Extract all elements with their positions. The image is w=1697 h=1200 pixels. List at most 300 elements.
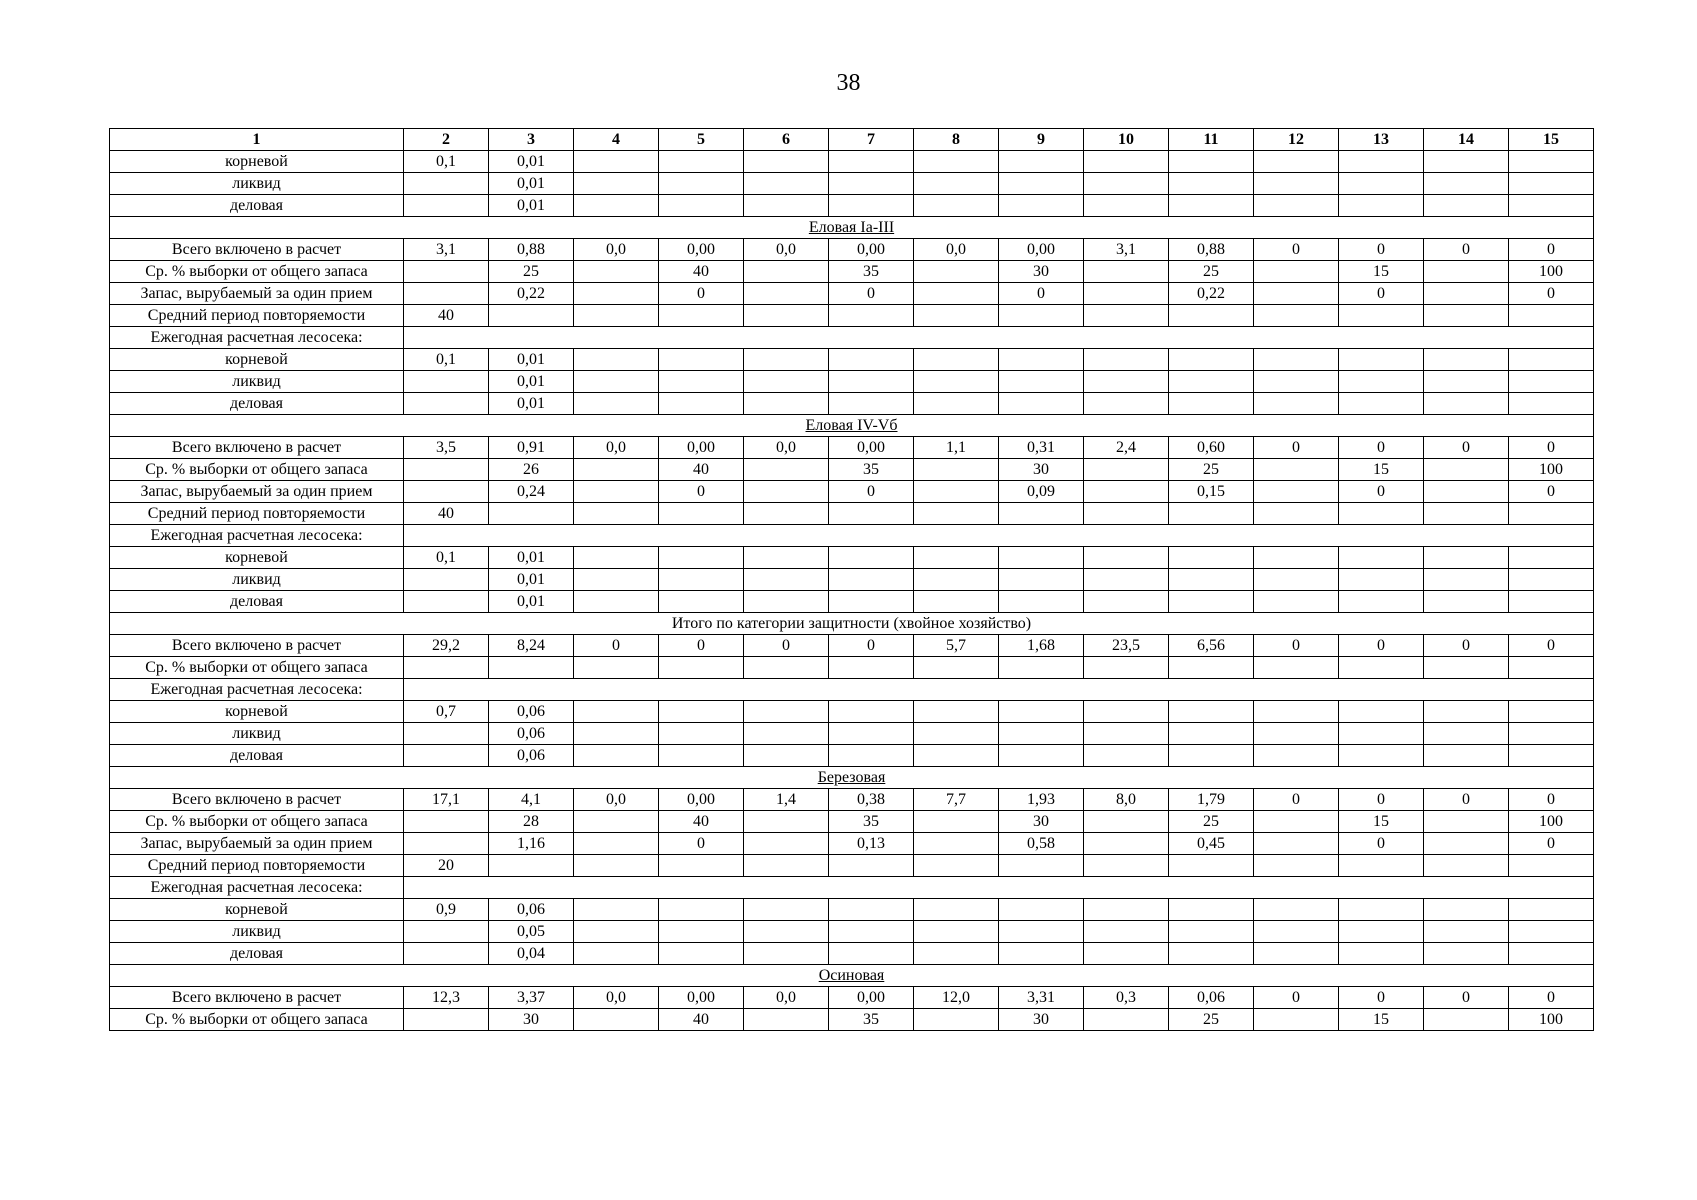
table-cell xyxy=(1084,921,1169,943)
table-cell: 0 xyxy=(1254,437,1339,459)
table-cell xyxy=(999,943,1084,965)
table-cell xyxy=(999,745,1084,767)
table-cell xyxy=(1254,261,1339,283)
table-cell xyxy=(1169,745,1254,767)
table-cell xyxy=(404,745,489,767)
table-cell: 0 xyxy=(1509,833,1594,855)
table-cell: 6,56 xyxy=(1169,635,1254,657)
table-cell: 1,68 xyxy=(999,635,1084,657)
table-cell: 0,01 xyxy=(489,393,574,415)
table-cell xyxy=(1339,701,1424,723)
table-cell xyxy=(1084,305,1169,327)
forest-harvest-table xyxy=(109,128,1594,1031)
table-cell xyxy=(1339,195,1424,217)
table-cell xyxy=(914,569,999,591)
row-label: ликвид xyxy=(110,371,404,393)
table-row xyxy=(110,305,1594,327)
table-cell: 0,22 xyxy=(1169,283,1254,305)
row-label: Запас, вырубаемый за один прием xyxy=(110,481,404,503)
table-cell: 0,00 xyxy=(829,987,914,1009)
table-cell: 0 xyxy=(1424,987,1509,1009)
table-row xyxy=(110,723,1594,745)
table-cell xyxy=(1254,173,1339,195)
table-cell: 1,1 xyxy=(914,437,999,459)
table-cell xyxy=(1339,745,1424,767)
table-row xyxy=(110,833,1594,855)
table-cell xyxy=(1169,371,1254,393)
table-cell xyxy=(829,701,914,723)
column-number-header: 9 xyxy=(999,129,1084,151)
table-cell: 15 xyxy=(1339,261,1424,283)
table-cell xyxy=(1509,657,1594,679)
row-label: Средний период повторяемости xyxy=(110,855,404,877)
section-header-row xyxy=(110,613,1594,635)
table-cell xyxy=(489,855,574,877)
table-cell xyxy=(914,305,999,327)
table-cell xyxy=(1254,349,1339,371)
table-cell: 0 xyxy=(1339,833,1424,855)
table-cell xyxy=(1254,393,1339,415)
column-number-header: 15 xyxy=(1509,129,1594,151)
table-cell xyxy=(1509,349,1594,371)
table-cell xyxy=(914,1009,999,1031)
table-cell: 17,1 xyxy=(404,789,489,811)
table-cell xyxy=(1254,943,1339,965)
table-cell xyxy=(744,745,829,767)
table-row xyxy=(110,173,1594,195)
table-cell xyxy=(999,899,1084,921)
row-label: Всего включено в расчет xyxy=(110,789,404,811)
table-cell xyxy=(1509,701,1594,723)
table-cell: 30 xyxy=(999,459,1084,481)
table-cell: 12,0 xyxy=(914,987,999,1009)
table-cell xyxy=(1509,547,1594,569)
table-cell xyxy=(744,723,829,745)
table-cell: 25 xyxy=(489,261,574,283)
table-cell xyxy=(744,151,829,173)
table-cell xyxy=(829,745,914,767)
row-label: Ежегодная расчетная лесосека: xyxy=(110,679,404,701)
table-cell: 0 xyxy=(659,833,744,855)
table-row xyxy=(110,437,1594,459)
table-cell xyxy=(1339,723,1424,745)
row-label: ликвид xyxy=(110,723,404,745)
row-label: деловая xyxy=(110,195,404,217)
table-cell: 35 xyxy=(829,261,914,283)
table-row xyxy=(110,195,1594,217)
table-cell xyxy=(999,371,1084,393)
table-cell xyxy=(1084,657,1169,679)
table-cell xyxy=(574,657,659,679)
table-cell xyxy=(1169,195,1254,217)
table-cell xyxy=(744,195,829,217)
table-cell: 0,0 xyxy=(744,239,829,261)
table-cell: 100 xyxy=(1509,261,1594,283)
table-cell: 0,06 xyxy=(1169,987,1254,1009)
table-cell xyxy=(1424,701,1509,723)
table-cell xyxy=(1084,569,1169,591)
table-cell xyxy=(1424,349,1509,371)
empty-span-cell xyxy=(404,327,1594,349)
table-cell xyxy=(574,569,659,591)
table-cell xyxy=(1424,745,1509,767)
table-cell xyxy=(914,195,999,217)
table-cell xyxy=(1254,745,1339,767)
table-cell xyxy=(1254,151,1339,173)
section-header-row xyxy=(110,415,1594,437)
column-number-header: 8 xyxy=(914,129,999,151)
table-cell: 0,04 xyxy=(489,943,574,965)
table-cell xyxy=(829,371,914,393)
table-cell xyxy=(914,393,999,415)
table-cell: 0,88 xyxy=(489,239,574,261)
row-label: Ср. % выборки от общего запаса xyxy=(110,459,404,481)
table-cell xyxy=(999,173,1084,195)
table-cell xyxy=(1339,305,1424,327)
table-cell: 0 xyxy=(1509,283,1594,305)
table-cell xyxy=(574,371,659,393)
table-cell xyxy=(914,283,999,305)
table-cell xyxy=(1339,151,1424,173)
table-cell xyxy=(829,393,914,415)
table-cell xyxy=(404,173,489,195)
table-cell xyxy=(574,503,659,525)
row-label: деловая xyxy=(110,745,404,767)
table-cell xyxy=(1339,921,1424,943)
table-cell xyxy=(1254,503,1339,525)
empty-span-cell xyxy=(404,877,1594,899)
table-cell xyxy=(1339,657,1424,679)
table-cell xyxy=(659,591,744,613)
table-cell xyxy=(999,569,1084,591)
table-cell: 100 xyxy=(1509,1009,1594,1031)
table-cell xyxy=(1424,1009,1509,1031)
table-cell xyxy=(1169,899,1254,921)
table-cell: 0,00 xyxy=(659,987,744,1009)
table-cell xyxy=(404,261,489,283)
table-cell xyxy=(744,261,829,283)
table-cell: 0,0 xyxy=(914,239,999,261)
table-cell: 0,13 xyxy=(829,833,914,855)
row-label: Всего включено в расчет xyxy=(110,437,404,459)
table-cell xyxy=(1084,503,1169,525)
table-cell xyxy=(914,657,999,679)
table-cell: 30 xyxy=(489,1009,574,1031)
table-cell: 0 xyxy=(1339,437,1424,459)
table-cell xyxy=(1424,811,1509,833)
table-cell xyxy=(574,723,659,745)
table-cell: 40 xyxy=(659,459,744,481)
table-row xyxy=(110,371,1594,393)
subheading-row xyxy=(110,877,1594,899)
table-cell xyxy=(404,393,489,415)
table-cell xyxy=(999,591,1084,613)
row-label: корневой xyxy=(110,899,404,921)
table-cell: 3,1 xyxy=(404,239,489,261)
table-cell xyxy=(914,261,999,283)
table-row xyxy=(110,1009,1594,1031)
table-cell: 0 xyxy=(1509,987,1594,1009)
table-cell xyxy=(404,591,489,613)
table-cell xyxy=(659,657,744,679)
table-row xyxy=(110,811,1594,833)
table-cell xyxy=(1169,349,1254,371)
table-cell xyxy=(1254,701,1339,723)
table-cell: 0 xyxy=(1339,481,1424,503)
table-cell xyxy=(744,547,829,569)
table-cell xyxy=(574,745,659,767)
table-cell: 0,0 xyxy=(574,987,659,1009)
table-cell: 0 xyxy=(744,635,829,657)
table-cell: 40 xyxy=(659,811,744,833)
table-cell: 1,16 xyxy=(489,833,574,855)
table-cell xyxy=(1509,569,1594,591)
table-cell: 0,01 xyxy=(489,173,574,195)
table-cell xyxy=(1509,921,1594,943)
row-label: ликвид xyxy=(110,173,404,195)
table-cell: 15 xyxy=(1339,811,1424,833)
table-cell xyxy=(1169,569,1254,591)
table-cell xyxy=(404,921,489,943)
table-cell xyxy=(659,921,744,943)
table-cell: 0,00 xyxy=(659,437,744,459)
table-cell xyxy=(744,943,829,965)
table-cell: 0,0 xyxy=(744,987,829,1009)
table-cell xyxy=(1424,547,1509,569)
table-cell xyxy=(999,657,1084,679)
table-cell xyxy=(1254,855,1339,877)
table-cell: 26 xyxy=(489,459,574,481)
table-cell xyxy=(659,745,744,767)
table-cell xyxy=(574,195,659,217)
table-cell: 35 xyxy=(829,1009,914,1031)
section-header-row xyxy=(110,965,1594,987)
table-cell: 0 xyxy=(1254,789,1339,811)
table-cell xyxy=(1169,503,1254,525)
table-cell xyxy=(659,855,744,877)
table-cell: 0 xyxy=(1254,987,1339,1009)
table-cell xyxy=(1509,723,1594,745)
table-cell xyxy=(1339,591,1424,613)
table-cell: 30 xyxy=(999,1009,1084,1031)
table-cell xyxy=(574,283,659,305)
table-cell: 1,93 xyxy=(999,789,1084,811)
table-row xyxy=(110,569,1594,591)
row-label: деловая xyxy=(110,591,404,613)
row-label: Ср. % выборки от общего запаса xyxy=(110,1009,404,1031)
table-cell: 100 xyxy=(1509,811,1594,833)
empty-span-cell xyxy=(404,525,1594,547)
table-row xyxy=(110,635,1594,657)
table-cell: 29,2 xyxy=(404,635,489,657)
table-cell xyxy=(1424,855,1509,877)
table-cell xyxy=(914,833,999,855)
table-cell: 0 xyxy=(1509,635,1594,657)
table-row xyxy=(110,921,1594,943)
table-cell xyxy=(1424,371,1509,393)
table-cell: 28 xyxy=(489,811,574,833)
section-title: Итого по категории защитности (хвойное хозяйство) xyxy=(110,613,1594,635)
row-label: корневой xyxy=(110,547,404,569)
subheading-row xyxy=(110,525,1594,547)
table-cell xyxy=(1424,481,1509,503)
table-cell xyxy=(1339,569,1424,591)
table-cell xyxy=(1169,547,1254,569)
table-cell xyxy=(1084,833,1169,855)
column-number-header: 7 xyxy=(829,129,914,151)
table-row xyxy=(110,151,1594,173)
table-cell xyxy=(574,1009,659,1031)
table-cell xyxy=(1169,393,1254,415)
table-cell xyxy=(1169,657,1254,679)
row-label: Всего включено в расчет xyxy=(110,635,404,657)
table-cell xyxy=(1254,569,1339,591)
table-cell xyxy=(1509,371,1594,393)
table-cell: 0 xyxy=(1424,437,1509,459)
table-cell xyxy=(744,481,829,503)
table-cell xyxy=(574,305,659,327)
table-cell xyxy=(1084,481,1169,503)
table-cell: 0,06 xyxy=(489,723,574,745)
table-cell: 25 xyxy=(1169,261,1254,283)
table-cell xyxy=(1509,855,1594,877)
row-label: Средний период повторяемости xyxy=(110,503,404,525)
table-cell xyxy=(744,657,829,679)
table-cell xyxy=(914,899,999,921)
row-label: Ср. % выборки от общего запаса xyxy=(110,811,404,833)
table-cell: 0,45 xyxy=(1169,833,1254,855)
table-cell xyxy=(1339,855,1424,877)
table-cell xyxy=(1424,591,1509,613)
table-cell xyxy=(489,657,574,679)
column-number-header: 12 xyxy=(1254,129,1339,151)
table-cell xyxy=(1254,811,1339,833)
table-cell xyxy=(999,393,1084,415)
table-cell xyxy=(999,921,1084,943)
table-cell xyxy=(404,1009,489,1031)
table-cell: 0,0 xyxy=(574,437,659,459)
table-cell: 0 xyxy=(659,283,744,305)
table-cell xyxy=(1254,547,1339,569)
table-cell xyxy=(404,833,489,855)
table-cell: 30 xyxy=(999,261,1084,283)
table-cell: 0 xyxy=(1339,239,1424,261)
table-cell xyxy=(1169,855,1254,877)
table-cell xyxy=(1424,899,1509,921)
table-cell xyxy=(404,657,489,679)
table-cell xyxy=(829,173,914,195)
table-cell xyxy=(1084,459,1169,481)
table-cell xyxy=(1169,921,1254,943)
table-cell: 0,1 xyxy=(404,547,489,569)
table-cell: 0,06 xyxy=(489,745,574,767)
row-label: корневой xyxy=(110,701,404,723)
table-cell: 0,1 xyxy=(404,151,489,173)
table-cell: 15 xyxy=(1339,459,1424,481)
table-cell xyxy=(914,151,999,173)
table-cell xyxy=(1254,657,1339,679)
table-row xyxy=(110,855,1594,877)
table-cell: 0 xyxy=(1509,789,1594,811)
table-cell xyxy=(1084,1009,1169,1031)
table-row xyxy=(110,239,1594,261)
table-cell: 0,00 xyxy=(659,239,744,261)
table-cell xyxy=(574,393,659,415)
table-cell xyxy=(404,811,489,833)
row-label: Запас, вырубаемый за один прием xyxy=(110,833,404,855)
table-cell xyxy=(404,481,489,503)
row-label: Средний период повторяемости xyxy=(110,305,404,327)
table-cell xyxy=(744,173,829,195)
table-row xyxy=(110,283,1594,305)
table-cell xyxy=(1339,547,1424,569)
row-label: ликвид xyxy=(110,569,404,591)
table-cell: 25 xyxy=(1169,811,1254,833)
table-cell xyxy=(914,349,999,371)
table-row xyxy=(110,943,1594,965)
table-cell xyxy=(829,943,914,965)
table-cell xyxy=(914,921,999,943)
table-cell xyxy=(1084,943,1169,965)
table-cell xyxy=(914,723,999,745)
table-cell: 0,00 xyxy=(829,437,914,459)
table-row xyxy=(110,657,1594,679)
table-cell: 0,58 xyxy=(999,833,1084,855)
table-cell xyxy=(1254,723,1339,745)
table-cell: 0 xyxy=(1424,239,1509,261)
table-cell xyxy=(574,547,659,569)
table-cell: 25 xyxy=(1169,1009,1254,1031)
table-cell: 0,00 xyxy=(659,789,744,811)
table-cell xyxy=(829,503,914,525)
empty-span-cell xyxy=(404,679,1594,701)
column-number-header: 13 xyxy=(1339,129,1424,151)
table-cell xyxy=(1254,921,1339,943)
table-cell xyxy=(1424,459,1509,481)
table-cell xyxy=(1339,503,1424,525)
table-cell: 0,9 xyxy=(404,899,489,921)
table-cell xyxy=(1084,151,1169,173)
table-cell xyxy=(999,855,1084,877)
table-cell: 0 xyxy=(1339,789,1424,811)
table-cell xyxy=(1509,151,1594,173)
table-cell: 40 xyxy=(404,503,489,525)
table-cell: 0,01 xyxy=(489,569,574,591)
table-cell xyxy=(829,921,914,943)
table-cell: 0,00 xyxy=(999,239,1084,261)
table-cell: 35 xyxy=(829,459,914,481)
table-cell xyxy=(574,151,659,173)
column-number-header: 6 xyxy=(744,129,829,151)
table-cell: 0 xyxy=(829,635,914,657)
table-cell xyxy=(744,569,829,591)
table-cell xyxy=(999,701,1084,723)
table-cell: 0,01 xyxy=(489,591,574,613)
table-cell: 0,06 xyxy=(489,899,574,921)
table-cell xyxy=(404,195,489,217)
table-cell: 0,22 xyxy=(489,283,574,305)
table-cell xyxy=(999,305,1084,327)
table-cell: 0,24 xyxy=(489,481,574,503)
section-title: Еловая IV-Vб xyxy=(110,415,1594,437)
table-cell xyxy=(1169,943,1254,965)
table-cell xyxy=(914,459,999,481)
table-cell xyxy=(1169,151,1254,173)
table-cell xyxy=(659,899,744,921)
table-cell xyxy=(1509,745,1594,767)
table-cell: 0 xyxy=(1424,789,1509,811)
table-row xyxy=(110,987,1594,1009)
